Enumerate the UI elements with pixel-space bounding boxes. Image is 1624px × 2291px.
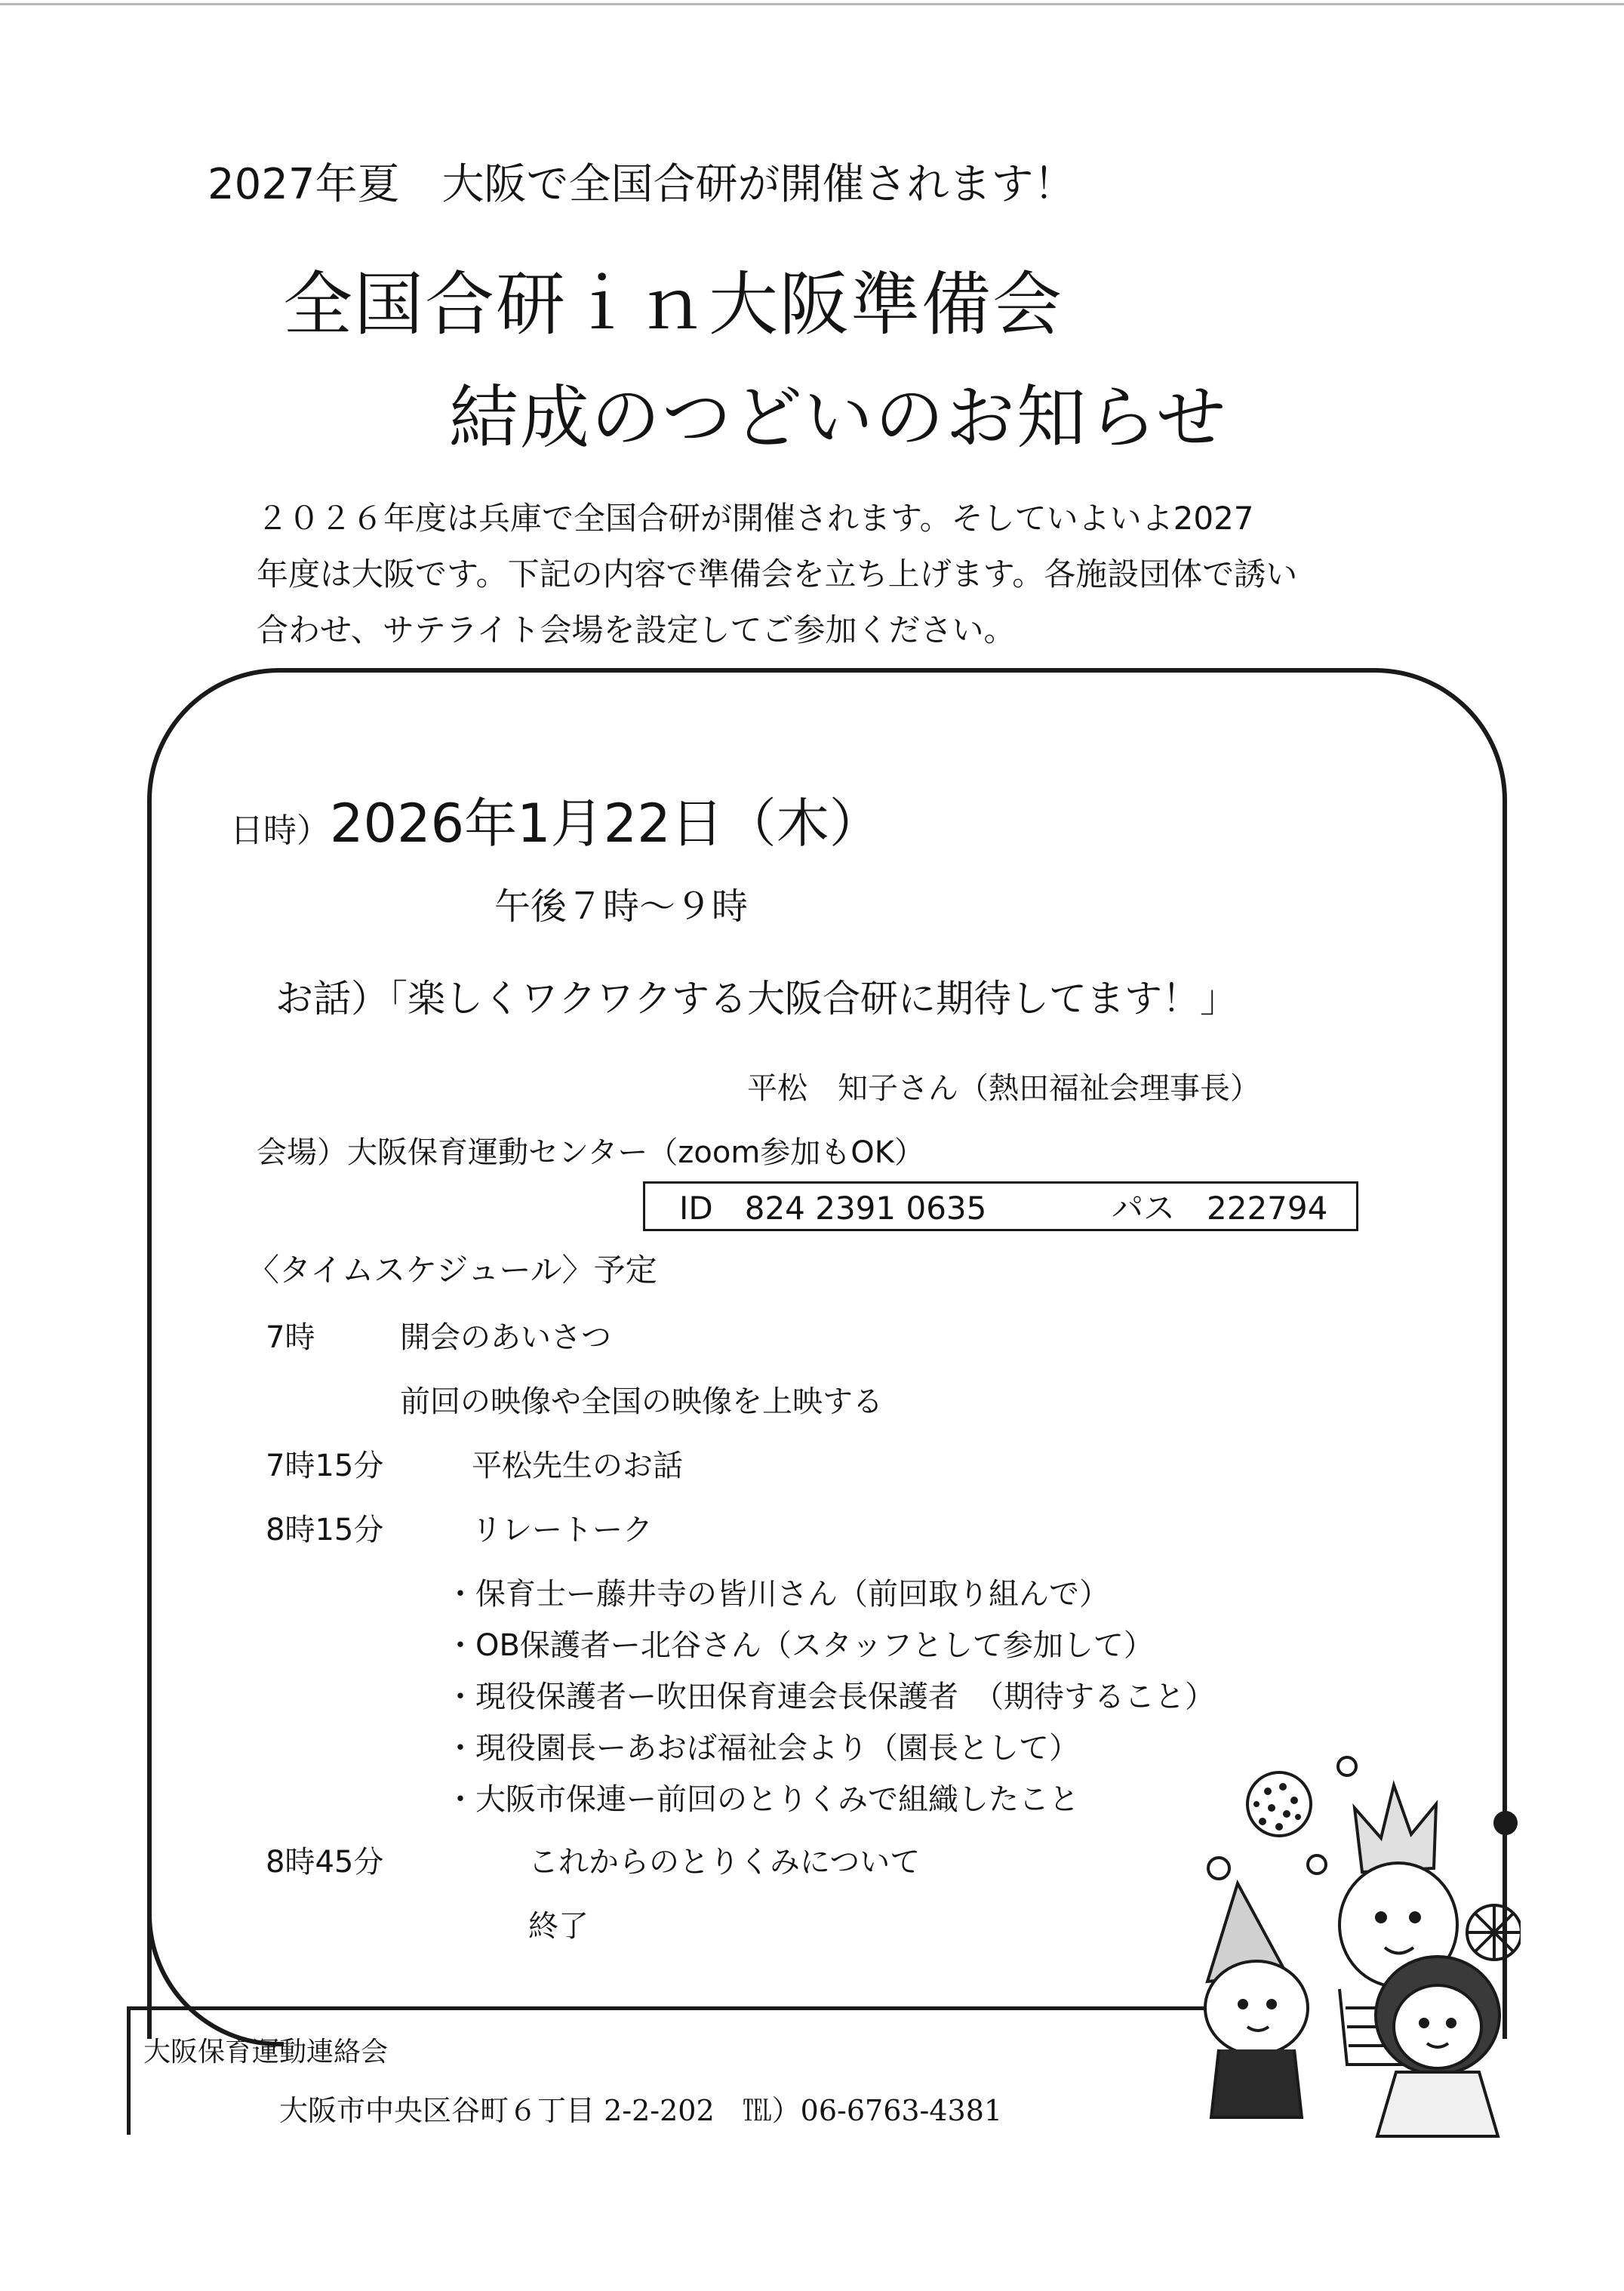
intro-paragraph: [257, 491, 1297, 658]
event-date-label: 日時）: [230, 811, 330, 850]
girl-child-icon: [1376, 1957, 1499, 2136]
schedule-time: 8時45分: [266, 1845, 384, 1880]
schedule-text: 平松先生のお話: [472, 1449, 683, 1483]
children-illustration: [1196, 1732, 1521, 2140]
schedule-text: 前回の映像や全国の映像を上映する: [400, 1384, 883, 1419]
small-balloon-icon: [1208, 1858, 1229, 1879]
schedule-text: リレートーク: [472, 1513, 653, 1547]
event-talk: お話）「楽しくワクワクする大阪合研に期待してます！」: [275, 977, 1238, 1021]
scan-edge-line: [0, 3, 1624, 5]
relay-talk-item: ・現役園長ーあおば福祉会より（園長として）: [445, 1731, 1079, 1766]
party-hat-child-icon: [1205, 1883, 1308, 2117]
small-balloon-icon: [1308, 1855, 1326, 1874]
dotted-balloon-icon: [1247, 1772, 1311, 1836]
schedule-heading: 〈タイムスケジュール〉予定: [248, 1252, 657, 1289]
relay-talk-item: ・OB保護者ー北谷さん（スタッフとして参加して）: [445, 1628, 1154, 1663]
relay-talk-item: ・大阪市保連ー前回のとりくみで組織したこと: [445, 1782, 1079, 1817]
zoom-info-box: [643, 1181, 1358, 1231]
schedule-time: 7時15分: [266, 1449, 384, 1483]
schedule-time: 7時: [266, 1320, 315, 1355]
page-title: 全国合研ｉｎ大阪準備会: [283, 264, 1064, 345]
organization-name: 大阪保育運動連絡会: [143, 2037, 389, 2068]
kicker-text: 2027年夏 大阪で全国合研が開催されます！: [208, 160, 1076, 209]
sunburst-balloon-icon: [1467, 1905, 1521, 1960]
schedule-text: 終了: [528, 1909, 589, 1944]
event-venue: 会場）大阪保育運動センター（zoom参加もOK）: [257, 1135, 925, 1170]
organization-address: 大阪市中央区谷町６丁目 2-2-202 ℡）06-6763-4381: [279, 2094, 1003, 2127]
intro-line: ２０２６年度は兵庫で全国合研が開催されます。そしていよいよ2027: [257, 500, 1254, 537]
page-subtitle: 結成のつどいのお知らせ: [449, 377, 1228, 458]
event-date: [230, 781, 882, 858]
schedule-text: 開会のあいさつ: [400, 1320, 611, 1355]
small-balloon-icon: [1338, 1757, 1356, 1775]
event-time: 午後７時〜９時: [494, 885, 749, 928]
relay-talk-item: ・保育士ー藤井寺の皆川さん（前回取り組んで）: [445, 1577, 1109, 1612]
zoom-password: パス 222794: [1112, 1190, 1328, 1227]
schedule-time: 8時15分: [266, 1513, 384, 1547]
event-date-value: 2026年1月22日（木）: [330, 793, 882, 855]
star-balloon-icon: [1495, 1812, 1516, 1834]
intro-line: 合わせ、サテライト会場を設定してご参加ください。: [257, 611, 1016, 648]
intro-line: 年度は大阪です。下記の内容で準備会を立ち上げます。各施設団体で誘い: [257, 556, 1298, 593]
event-speaker: 平松 知子さん（熱田福祉会理事長）: [747, 1071, 1260, 1106]
relay-talk-item: ・現役保護者ー吹田保育連会長保護者 （期待すること）: [445, 1680, 1215, 1714]
zoom-id: ID 824 2391 0635: [679, 1190, 987, 1227]
schedule-text: これからのとりくみについて: [528, 1845, 921, 1880]
